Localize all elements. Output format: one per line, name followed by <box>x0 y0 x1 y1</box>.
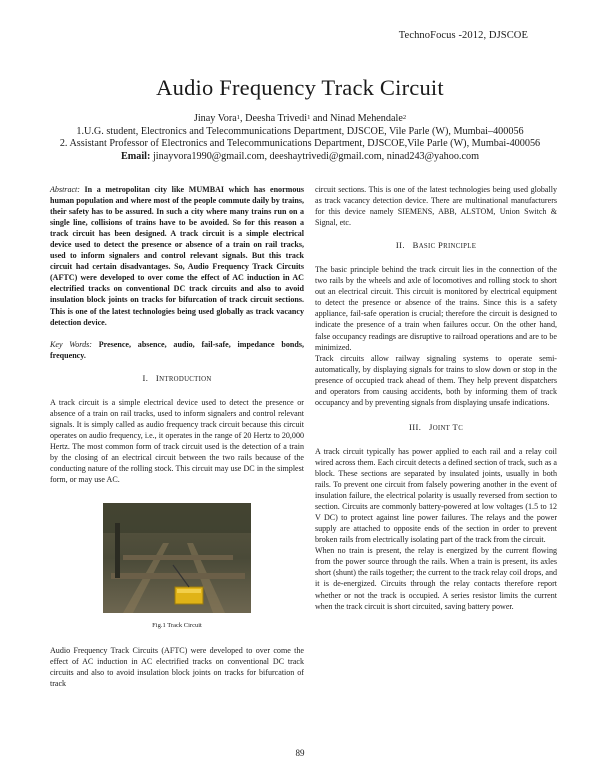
email-line <box>0 151 600 164</box>
heading-rest: OINT <box>432 424 451 432</box>
heading-rest: NTRODUCTION <box>159 375 212 383</box>
keywords-text: Presence, absence, audio, fail-safe, impedance bonds, frequency. <box>50 339 304 360</box>
paper-title: Audio Frequency Track Circuit <box>156 75 444 100</box>
affiliation-text: Assistant Professor of Electronics and Telecommunications Department, DJSCOE,Vile Parle (W), Mumbai-400056 <box>69 138 541 150</box>
figure-caption: Fig.1 Track Circuit <box>152 622 202 630</box>
running-header: TechnoFocus -2012, DJSCOE <box>398 30 528 41</box>
joint-tc-paragraph-1: A track circuit typically has power applied to each rail and a relay coil wired across them. Each circuit detects a defined section of track, such as a block. These sections are separated by insulated joints, usually in both rails. To prevent one circuit from falsely powering another in the event of insulation failure, the electrical polarity is usually reversed from section to section. Circuits are commonly battery-powered at low voltages (1.5 to 12 V DC) to protect against line power failures. The relays and the power supply are attached to opposite ends of the section in order to prevent broken rails from electrically isolating part of the track from the circuit. <box>315 446 557 545</box>
author-sup: 2 <box>402 114 407 121</box>
heading-initial: B <box>412 240 419 251</box>
abstract-text: In a metropolitan city like MUMBAI which has enormous human population and where most of the people commute daily by trains, their safety has to be assured. In such a city where many trains run on a single line, collisions of trains have to be avoided. So for this reason a track circuit has been designed. A track circuit is a simple electrical device used to detect the presence or absence of a train on rail tracks, used to inform signalers and control relevant signals. But this track circuit had certain disadvantages. So, Audio Frequency Track Circuits (AFTC) were developed to over come the effect of AC induction in AC electrified tracks on conventional DC track circuits and also to avoid insulation block joints on tracks for bifurcation of track circuit sections. This is one of the latest technologies being used globally as track vacancy detection device. <box>50 185 304 327</box>
left-column <box>50 184 304 689</box>
right-column <box>315 184 557 612</box>
section-number: I. <box>142 372 149 383</box>
figure-1 <box>50 503 304 631</box>
keywords-label: Key Words: <box>50 339 92 349</box>
heading-rest: RINCIPLE <box>443 243 477 251</box>
continued-paragraph: circuit sections. This is one of the latest technologies being used globally as track vacancy detection device. There are multinational manufacturers for this device namely SIEMENS, ABB, ALSTOM, Union Switch & Signal, etc. <box>315 185 557 228</box>
affiliation-text: U.G. student, Electronics and Telecommunications Department, DJSCOE, Vile Parle (W), Mumbai–400056 <box>83 125 524 137</box>
signal-post <box>115 523 120 578</box>
email-label: Email: <box>120 150 151 162</box>
author-separator: , <box>240 113 246 124</box>
author-name: Ninad Mehendale <box>330 113 403 124</box>
author-sup: 1 <box>236 114 241 121</box>
abstract <box>50 184 304 328</box>
author-separator: and <box>310 113 331 124</box>
section-number: III. <box>408 421 422 432</box>
vegetation <box>103 503 251 533</box>
heading-rest: C <box>458 424 464 432</box>
basic-principle-paragraph-2: Track circuits allow railway signaling systems to operate semi-automatically, by displaying signals for trains to slow down or stop in the presence of occupied track ahead of them. They help prevent dispatchers and operators from causing accidents, both by informing them of track occupancy and by preventing signals from displaying unsafe indications. <box>315 353 557 407</box>
box-highlight <box>177 589 201 593</box>
section-number: II. <box>395 240 405 251</box>
heading-initial: J <box>428 421 433 432</box>
track-circuit-photo <box>103 503 251 613</box>
sleeper <box>123 555 233 560</box>
heading-initial: I <box>155 372 160 383</box>
section-heading-basic-principle <box>315 240 557 252</box>
keywords <box>50 339 304 361</box>
author-names <box>0 113 600 126</box>
joint-tc-paragraph-2: When no train is present, the relay is energized by the current flowing from the power source through the rails. When a train is present, its axles short (shunt) the rails together; the current to the track relay coil drops, and it is de-energized. Circuits through the relay contacts therefore report whether or not the track is occupied. A series resistor limits the current when the track circuit is short circuited, saving battery power. <box>315 546 557 611</box>
basic-principle-paragraph-1: The basic principle behind the track circuit lies in the connection of the two rails by the wheels and axle of locomotives and rolling stock to short out an electrical circuit. This circuit is monitored by electrical equipment to detect the presence or absence of the trains. Since this is a safety appliance, fail-safe operation is crucial; therefore the circuit is designed to indicate the presence of a train when failures occur. On the other hand, false occupancy readings are disruptive to railroad operations and are to be minimized. <box>315 265 557 352</box>
email-addresses[interactable]: jinayvora1990@gmail.com, deeshaytrivedi@gmail.com, ninad243@yahoo.com <box>152 150 480 162</box>
section-heading-introduction <box>50 373 304 385</box>
track-photo-svg <box>103 503 251 613</box>
author-name: Jinay Vora <box>193 113 237 124</box>
author-name: Deesha Trivedi <box>245 113 308 124</box>
author-block <box>0 113 600 163</box>
affiliation-number: 2. <box>59 138 68 150</box>
aftc-paragraph: Audio Frequency Track Circuits (AFTC) were developed to over come the effect of AC induction in AC electrified tracks on conventional DC track circuits and also to avoid insulation block joints on tracks for bifurcation of track <box>50 646 304 689</box>
introduction-paragraph: A track circuit is a simple electrical device used to detect the presence or absence of a train on rail tracks, used to inform signalers and control relevant signals. It is simply called as audio frequency track circuit because this circuit operates on audio frequency, i.e., it operates in the range of 20 Hertz to 20,000 Hertz. The most common form of track circuit used is the detection of a train by the closing of an electrical circuit between the two rails because of the conducting nature of the rolling stock. This circuit may use DC in the simplest form, or may use AC. <box>50 397 304 485</box>
section-heading-joint-tc <box>315 422 557 434</box>
heading-initial: T <box>452 421 459 432</box>
abstract-label: Abstract: <box>50 185 80 194</box>
author-sup: 1 <box>307 114 311 121</box>
affiliation-1 <box>0 126 600 139</box>
affiliation-2 <box>0 138 600 151</box>
heading-rest: ASIC <box>418 243 436 251</box>
page-number: 89 <box>295 748 305 758</box>
sleeper <box>111 573 245 579</box>
affiliation-number: 1. <box>76 125 84 137</box>
heading-initial: P <box>437 240 444 251</box>
